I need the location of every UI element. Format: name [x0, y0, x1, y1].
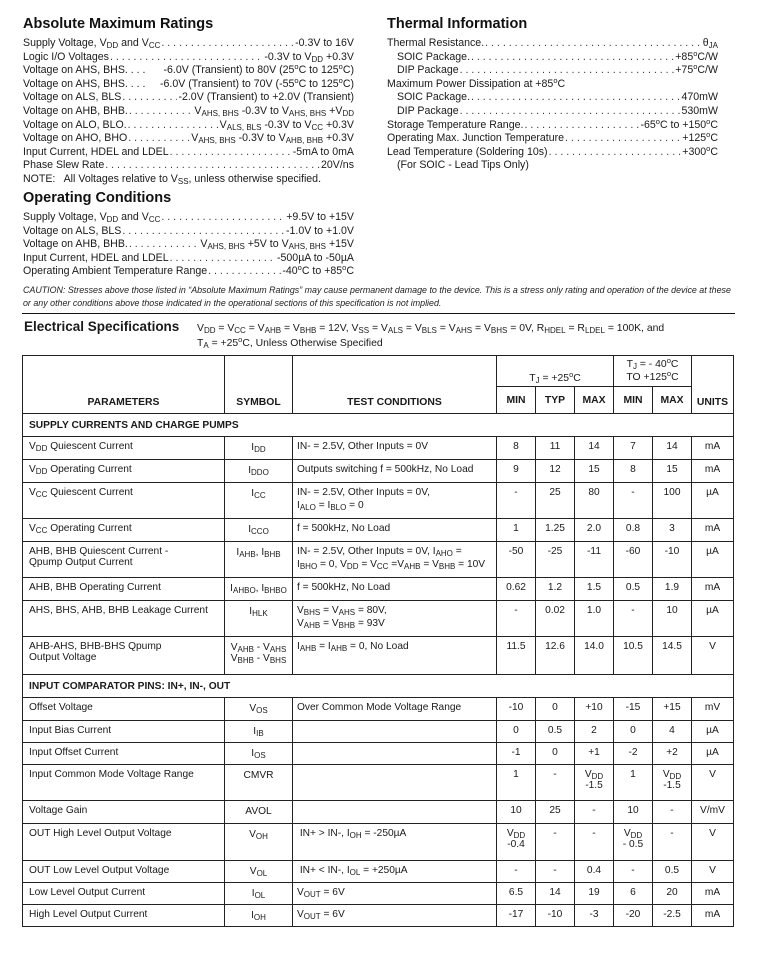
table-row	[23, 460, 734, 483]
symbol-cell: $I_{IB}$	[225, 721, 293, 743]
min-range-cell: -20	[614, 905, 653, 927]
op-cond-label: Voltage on ALS, BLS	[23, 224, 122, 237]
thermal-row	[387, 116, 718, 133]
typ-cell: 25	[536, 483, 575, 519]
abs-max-value: -0.3V to $V_{DD} +0.3V$	[264, 50, 354, 64]
max-range-cell: 10	[653, 601, 692, 637]
units-cell: µA	[692, 721, 734, 743]
table-row	[23, 483, 734, 519]
units-cell: mA	[692, 437, 734, 460]
thermal-row	[387, 48, 718, 65]
max-cell: +10	[575, 698, 614, 721]
abs-max-row	[23, 91, 354, 105]
parameter-cell: OUT Low Level Output Voltage	[23, 861, 225, 883]
min-cell: $V_{DD}$ -0.4	[497, 824, 536, 861]
symbol-cell: CMVR	[225, 765, 293, 801]
symbol-cell: $I_{OS}$	[225, 743, 293, 765]
leader-dots	[161, 211, 285, 225]
typ-cell: 12	[536, 460, 575, 483]
absolute-max-ratings-list	[23, 37, 354, 173]
abs-max-label: Voltage on ALO, BLO.	[23, 118, 127, 131]
electrical-specs-body	[23, 414, 734, 927]
table-row	[23, 743, 734, 765]
min-cell: -	[497, 861, 536, 883]
symbol-cell: $I_{OL}$	[225, 883, 293, 905]
thermal-value: 530mW	[681, 104, 718, 117]
table-row	[23, 883, 734, 905]
thermal-row	[387, 132, 718, 146]
abs-max-row	[23, 119, 354, 133]
thermal-value: 470mW	[681, 91, 718, 104]
max-cell: 15	[575, 460, 614, 483]
typ-cell: -	[536, 765, 575, 801]
electrical-specs-title: Electrical Specifications	[24, 319, 180, 334]
header-max-range: MAX	[653, 387, 692, 414]
test-conditions-cell: Over Common Mode Voltage Range	[293, 698, 497, 721]
thermal-value: $\theta_{JA}$	[702, 37, 718, 50]
thermal-row	[387, 105, 718, 119]
units-cell: V	[692, 861, 734, 883]
max-range-cell: +2	[653, 743, 692, 765]
header-typ: TYP	[536, 387, 575, 414]
max-range-cell: 100	[653, 483, 692, 519]
parameter-cell: AHB, BHB Operating Current	[23, 578, 225, 601]
min-range-cell: 6	[614, 883, 653, 905]
leader-dots	[208, 265, 281, 279]
op-cond-value: -1.0V to +1.0V	[285, 224, 354, 237]
typ-cell: 1.25	[536, 519, 575, 542]
max-cell: 0.4	[575, 861, 614, 883]
thermal-label: Lead Temperature (Soldering 10s)	[387, 145, 548, 158]
leader-dots	[122, 91, 177, 105]
parameter-cell: $V_{DD}$ Quiescent Current	[23, 437, 225, 460]
typ-cell: 12.6	[536, 637, 575, 675]
leader-dots	[128, 119, 219, 133]
max-cell: -11	[575, 542, 614, 578]
min-range-cell: 1	[614, 765, 653, 801]
op-cond-label: Input Current, HDEL and LDEL	[23, 251, 169, 264]
abs-max-label: Supply Voltage, $V_{DD}$ and $V_{CC}$	[23, 37, 161, 50]
units-cell: V	[692, 765, 734, 801]
symbol-cell: $V_{OS}$	[225, 698, 293, 721]
min-cell: 9	[497, 460, 536, 483]
units-cell: V	[692, 824, 734, 861]
units-cell: µA	[692, 542, 734, 578]
min-cell: 1	[497, 765, 536, 801]
symbol-cell: $V_{OH}$	[225, 824, 293, 861]
units-cell: mA	[692, 460, 734, 483]
header-min: MIN	[497, 387, 536, 414]
table-row	[23, 637, 734, 675]
op-cond-row	[23, 211, 354, 225]
thermal-value: $+75^oC/W$	[675, 62, 718, 77]
typ-cell: 0.5	[536, 721, 575, 743]
abs-max-row	[23, 159, 354, 173]
table-row	[23, 801, 734, 824]
min-cell: -10	[497, 698, 536, 721]
table-row	[23, 601, 734, 637]
test-conditions-cell: IN- = 2.5V, Other Inputs = 0V, $I_{ALO} = I_{BLO} = 0$	[293, 483, 497, 519]
min-range-cell: -	[614, 483, 653, 519]
typ-cell: 0	[536, 743, 575, 765]
max-range-cell: $V_{DD}$ -1.5	[653, 765, 692, 801]
leader-dots	[105, 159, 320, 173]
abs-max-label: Voltage on AHB, BHB.	[23, 104, 128, 117]
header-units: UNITS	[692, 356, 734, 414]
parameter-cell: AHS, BHS, AHB, BHB Leakage Current	[23, 601, 225, 637]
abs-max-label: Logic I/O Voltages	[23, 50, 109, 63]
abs-max-row	[23, 51, 354, 65]
abs-max-value: 20V/ns	[321, 159, 354, 172]
leader-dots	[549, 146, 682, 160]
thermal-info-list	[387, 37, 718, 173]
units-cell: µA	[692, 601, 734, 637]
test-conditions-cell	[293, 801, 497, 824]
parameter-cell: Input Offset Current	[23, 743, 225, 765]
op-cond-row	[23, 252, 354, 266]
header-symbol: SYMBOL	[225, 356, 293, 414]
max-cell: 14	[575, 437, 614, 460]
leader-dots	[524, 119, 639, 133]
max-range-cell: 4	[653, 721, 692, 743]
thermal-value: $+85^oC/W$	[675, 48, 718, 63]
leader-dots	[170, 252, 276, 266]
leader-dots	[161, 37, 294, 51]
op-cond-row	[23, 225, 354, 239]
units-cell: mA	[692, 905, 734, 927]
max-range-cell: 14.5	[653, 637, 692, 675]
typ-cell: 11	[536, 437, 575, 460]
test-conditions-cell: IN+ < IN-, $I_{OL} = +250\mu A$	[293, 861, 497, 883]
test-conditions-cell: $V_{BHS} = V_{AHS} = 80V$, $V_{AHB} = V_{BHB} = 93V$	[293, 601, 497, 637]
abs-max-value: -0.3V to 16V	[295, 37, 354, 49]
min-range-cell: -2	[614, 743, 653, 765]
parameter-cell: Input Bias Current	[23, 721, 225, 743]
parameter-cell: $V_{DD}$ Operating Current	[23, 460, 225, 483]
leader-dots	[460, 105, 681, 119]
max-range-cell: -	[653, 801, 692, 824]
parameter-cell: High Level Output Current	[23, 905, 225, 927]
min-range-cell: 7	[614, 437, 653, 460]
abs-max-row	[23, 105, 354, 119]
min-range-cell: 0.5	[614, 578, 653, 601]
thermal-label: SOIC Package.	[397, 50, 471, 63]
typ-cell: 0.02	[536, 601, 575, 637]
parameter-cell: OUT High Level Output Voltage	[23, 824, 225, 861]
leader-dots	[170, 146, 292, 160]
typ-cell: -	[536, 824, 575, 861]
absolute-max-note: NOTE: All Voltages relative to $V_{SS}$, unless otherwise specified.	[23, 173, 322, 186]
units-cell: µA	[692, 743, 734, 765]
thermal-row	[387, 91, 718, 105]
abs-max-value: -6.0V (Transient) to 80V (25$^o$C to 125$^o$C)	[163, 62, 354, 77]
test-conditions-cell: $V_{OUT} = 6V$	[293, 905, 497, 927]
abs-max-label: Voltage on AHO, BHO	[23, 132, 128, 145]
max-range-cell: -2.5	[653, 905, 692, 927]
units-cell: µA	[692, 483, 734, 519]
abs-max-row	[23, 132, 354, 146]
thermal-label: Operating Max. Junction Temperature	[387, 132, 565, 145]
parameter-cell: Input Common Mode Voltage Range	[23, 765, 225, 801]
leader-dots	[485, 37, 702, 51]
typ-cell: -25	[536, 542, 575, 578]
abs-max-value: -6.0V (Transient) to 70V (-55$^o$C to 125$^o$C)	[159, 75, 354, 90]
max-cell: -	[575, 824, 614, 861]
abs-max-value: $V_{AHS, BHS}$ -0.3V to $V_{AHB, BHB} +0.3V$	[191, 132, 354, 146]
min-range-cell: -15	[614, 698, 653, 721]
leader-dots	[460, 64, 675, 78]
min-range-cell: -60	[614, 542, 653, 578]
table-row	[23, 905, 734, 927]
test-conditions-cell	[293, 765, 497, 801]
typ-cell: -10	[536, 905, 575, 927]
thermal-value: -65$^o$C to $+150^oC$	[640, 116, 718, 131]
max-cell: 14.0	[575, 637, 614, 675]
units-cell: V	[692, 637, 734, 675]
units-cell: mA	[692, 883, 734, 905]
symbol-cell: $V_{OL}$	[225, 861, 293, 883]
thermal-row	[387, 143, 718, 160]
max-cell: 2.0	[575, 519, 614, 542]
symbol-cell: $I_{AHBO}$, $I_{BHBO}$	[225, 578, 293, 601]
min-cell: 6.5	[497, 883, 536, 905]
parameter-cell: AHB, BHB Quiescent Current - Qpump Output Current	[23, 542, 225, 578]
test-conditions-cell: $I_{AHB} = I_{AHB} = 0$, No Load	[293, 637, 497, 675]
symbol-cell: $I_{DDO}$	[225, 460, 293, 483]
leader-dots	[471, 91, 680, 105]
op-cond-label: Supply Voltage, $V_{DD}$ and $V_{CC}$	[23, 211, 161, 224]
header-max: MAX	[575, 387, 614, 414]
abs-max-row	[23, 75, 354, 92]
max-range-cell: 1.9	[653, 578, 692, 601]
test-conditions-cell: $V_{OUT} = 6V$	[293, 883, 497, 905]
table-row	[23, 721, 734, 743]
max-range-cell: -10	[653, 542, 692, 578]
leader-dots	[129, 238, 200, 252]
max-cell: -3	[575, 905, 614, 927]
min-range-cell: -	[614, 861, 653, 883]
max-cell: +1	[575, 743, 614, 765]
test-conditions-cell	[293, 721, 497, 743]
typ-cell: 25	[536, 801, 575, 824]
abs-max-value: -5mA to 0mA	[292, 145, 354, 158]
op-cond-value: -500µA to -50µA	[277, 251, 354, 264]
min-range-cell: 8	[614, 460, 653, 483]
max-range-cell: 0.5	[653, 861, 692, 883]
table-row	[23, 765, 734, 801]
abs-max-value: $V_{ALS, BLS}$ -0.3V to $V_{CC} +0.3V$	[219, 118, 354, 132]
symbol-cell: $I_{DD}$	[225, 437, 293, 460]
abs-max-value: $V_{AHS, BHS}$ -0.3V to $V_{AHS, BHS} +V_{DD}$	[194, 104, 354, 118]
op-cond-value: $V_{AHS, BHS} +5V$ to $V_{AHS, BHS} +15V$	[200, 238, 354, 252]
op-cond-row	[23, 238, 354, 252]
max-range-cell: 14	[653, 437, 692, 460]
max-cell: 19	[575, 883, 614, 905]
test-conditions-cell: IN+ > IN-, $I_{OH} = -250\mu A$	[293, 824, 497, 861]
table-row	[23, 861, 734, 883]
table-row	[23, 578, 734, 601]
header-tj-range: $T_J$ = - 40$^o$C TO $+125^oC$	[614, 356, 692, 387]
section-title: INPUT COMPARATOR PINS: IN+, IN-, OUT	[23, 675, 734, 698]
min-range-cell: 10.5	[614, 637, 653, 675]
min-cell: -17	[497, 905, 536, 927]
typ-cell: 14	[536, 883, 575, 905]
typ-cell: 1.2	[536, 578, 575, 601]
thermal-label: DIP Package	[397, 64, 459, 77]
thermal-row	[387, 159, 718, 173]
test-conditions-cell	[293, 743, 497, 765]
symbol-cell: AVOL	[225, 801, 293, 824]
min-cell: 8	[497, 437, 536, 460]
abs-max-label: Voltage on AHS, BHS. . . .	[23, 77, 146, 90]
max-range-cell: -	[653, 824, 692, 861]
abs-max-label: Voltage on AHS, BHS. . . .	[23, 64, 146, 77]
caution-note: CAUTION: Stresses above those listed in “Absolute Maximum Ratings” may cause permanent damage to the device. This is a stress only rating and operation of the device at these or any other conditions above those indicated in the operational sections of this specification is not implied.	[23, 285, 731, 308]
abs-max-label: Phase Slew Rate	[23, 159, 105, 172]
op-cond-label: Operating Ambient Temperature Range	[23, 265, 208, 278]
header-min-range: MIN	[614, 387, 653, 414]
table-row	[23, 542, 734, 578]
abs-max-value: -2.0V (Transient) to +2.0V (Transient)	[178, 91, 354, 104]
header-parameters: PARAMETERS	[23, 356, 225, 414]
min-range-cell: 0	[614, 721, 653, 743]
min-range-cell: 10	[614, 801, 653, 824]
max-range-cell: 20	[653, 883, 692, 905]
parameter-cell: $V_{CC}$ Operating Current	[23, 519, 225, 542]
test-conditions-cell: Outputs switching f = 500kHz, No Load	[293, 460, 497, 483]
test-conditions-cell: f = 500kHz, No Load	[293, 578, 497, 601]
units-cell: mV	[692, 698, 734, 721]
min-range-cell: 0.8	[614, 519, 653, 542]
test-conditions-cell: IN- = 2.5V, Other Inputs = 0V	[293, 437, 497, 460]
thermal-row	[387, 75, 718, 92]
thermal-label: Maximum Power Dissipation at $+85^oC$	[387, 75, 566, 90]
max-cell: -	[575, 801, 614, 824]
absolute-max-ratings-title: Absolute Maximum Ratings	[23, 16, 214, 32]
op-cond-value: +9.5V to +15V	[286, 211, 354, 223]
thermal-label: DIP Package	[397, 104, 459, 117]
symbol-cell: $I_{HLK}$	[225, 601, 293, 637]
symbol-cell: $I_{CCO}$	[225, 519, 293, 542]
header-tj-25: $T_J = +25^oC$	[497, 356, 614, 387]
min-cell: 10	[497, 801, 536, 824]
abs-max-label: Voltage on ALS, BLS	[23, 91, 122, 104]
thermal-value: $+300^oC$	[682, 143, 718, 158]
min-cell: 0.62	[497, 578, 536, 601]
leader-dots	[110, 51, 263, 65]
thermal-label: Storage Temperature Range.	[387, 118, 524, 131]
op-cond-label: Voltage on AHB, BHB.	[23, 238, 128, 251]
units-cell: V/mV	[692, 801, 734, 824]
table-row	[23, 824, 734, 861]
abs-max-row	[23, 37, 354, 51]
section-title: SUPPLY CURRENTS AND CHARGE PUMPS	[23, 414, 734, 437]
electrical-specs-conditions: $V_{DD} = V_{CC} = V_{AHB} = V_{BHB} = 12V$, $V_{SS} = V_{ALS} = V_{BLS} = V_{AHS} = V_{BHS} = 0V$, $R_{HDEL} = R_{LDEL} = 100K$, and $T_A = +25^oC$, Unless Otherwise Specified	[197, 323, 665, 350]
thermal-row	[387, 37, 718, 51]
units-cell: mA	[692, 578, 734, 601]
min-cell: -	[497, 601, 536, 637]
min-cell: 11.5	[497, 637, 536, 675]
max-range-cell: +15	[653, 698, 692, 721]
operating-conditions-title: Operating Conditions	[23, 190, 172, 206]
max-cell: 1.5	[575, 578, 614, 601]
min-range-cell: -	[614, 601, 653, 637]
thermal-label: SOIC Package.	[397, 91, 471, 104]
min-cell: 0	[497, 721, 536, 743]
typ-cell: 0	[536, 698, 575, 721]
symbol-cell: $V_{AHB} - V_{AHS}$ $V_{BHB} - V_{BHS}$	[225, 637, 293, 675]
max-cell: 2	[575, 721, 614, 743]
thermal-label: (For SOIC - Lead Tips Only)	[397, 159, 529, 172]
leader-dots	[128, 132, 190, 146]
parameter-cell: $V_{CC}$ Quiescent Current	[23, 483, 225, 519]
table-row	[23, 437, 734, 460]
op-cond-value: -40$^o$C to $+85^oC$	[282, 263, 354, 278]
thermal-info-title: Thermal Information	[387, 16, 528, 32]
abs-max-row	[23, 146, 354, 160]
section-header-row	[23, 414, 734, 437]
units-cell: mA	[692, 519, 734, 542]
max-cell: 80	[575, 483, 614, 519]
parameter-cell: Voltage Gain	[23, 801, 225, 824]
min-range-cell: $V_{DD}$ - 0.5	[614, 824, 653, 861]
parameter-cell: AHB-AHS, BHB-BHS Qpump Output Voltage	[23, 637, 225, 675]
max-range-cell: 3	[653, 519, 692, 542]
abs-max-label: Input Current, HDEL and LDEL	[23, 145, 169, 158]
max-cell: $V_{DD}$ -1.5	[575, 765, 614, 801]
symbol-cell: $I_{AHB}$, $I_{BHB}$	[225, 542, 293, 578]
header-test-conditions: TEST CONDITIONS	[293, 356, 497, 414]
leader-dots	[122, 225, 285, 239]
operating-conditions-list	[23, 211, 354, 279]
thermal-value: $+125^oC$	[682, 130, 718, 145]
min-cell: -1	[497, 743, 536, 765]
max-cell: 1.0	[575, 601, 614, 637]
parameter-cell: Offset Voltage	[23, 698, 225, 721]
abs-max-row	[23, 64, 354, 78]
max-range-cell: 15	[653, 460, 692, 483]
min-cell: -	[497, 483, 536, 519]
leader-dots	[129, 105, 194, 119]
min-cell: -50	[497, 542, 536, 578]
parameter-cell: Low Level Output Current	[23, 883, 225, 905]
test-conditions-cell: IN- = 2.5V, Other Inputs = 0V, $I_{AHO}$ = $I_{BHO} = 0$, $V_{DD} = V_{CC} =V_{AHB} = V_{BHB} = 10V$	[293, 542, 497, 578]
leader-dots	[565, 132, 681, 146]
test-conditions-cell: f = 500kHz, No Load	[293, 519, 497, 542]
typ-cell: -	[536, 861, 575, 883]
section-divider	[22, 313, 735, 314]
leader-dots	[471, 51, 674, 65]
thermal-label: Thermal Resistance.	[387, 37, 485, 49]
electrical-specs-table	[22, 355, 734, 927]
op-cond-row	[23, 265, 354, 279]
table-row	[23, 698, 734, 721]
section-header-row	[23, 675, 734, 698]
symbol-cell: $I_{OH}$	[225, 905, 293, 927]
table-row	[23, 519, 734, 542]
min-cell: 1	[497, 519, 536, 542]
symbol-cell: $I_{CC}$	[225, 483, 293, 519]
